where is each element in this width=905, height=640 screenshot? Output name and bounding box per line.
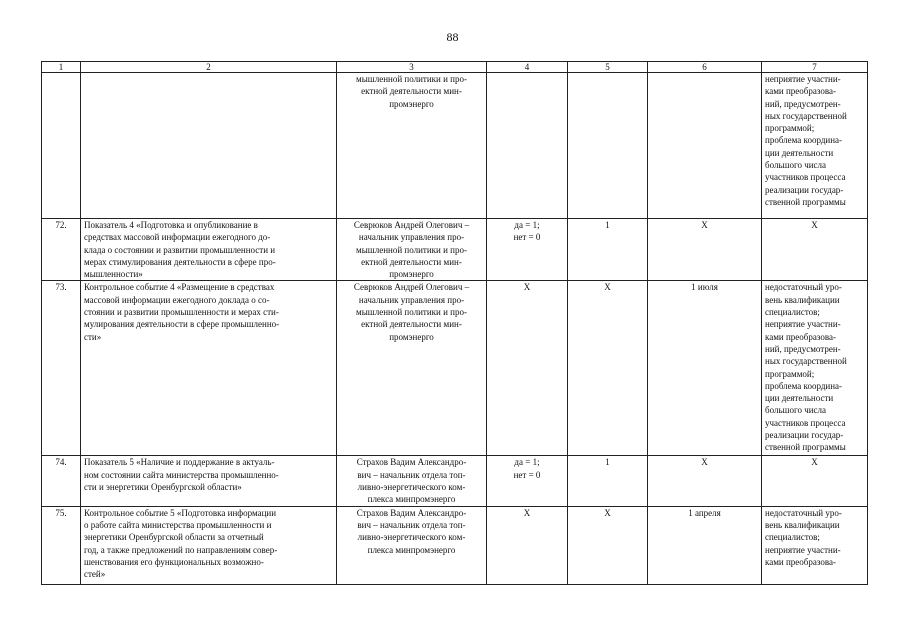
row-name-line: Контрольное событие 4 «Размещение в средствах (84, 282, 275, 293)
table-body (42, 73, 868, 585)
row-number: 72. (42, 219, 81, 281)
row-notes (762, 506, 868, 584)
row-notes-line: ции деятельности (765, 393, 834, 404)
row-notes-line: неприятие участни- (765, 74, 841, 84)
row-col6: 1 апреля (648, 506, 762, 584)
row-notes-line: X (811, 457, 818, 468)
table-row (42, 281, 868, 456)
row-name-line: стоянии и развитии промышленности и мерах сти- (84, 307, 279, 318)
row-responsible-line: промэнерго (389, 269, 434, 280)
column-header-3: 3 (337, 62, 487, 73)
row-notes-line: ных государственной (765, 110, 847, 121)
row-name (81, 73, 337, 219)
row-notes-line: проблема координа- (765, 135, 843, 146)
row-responsible-line: вич – начальник отдела топ- (357, 469, 466, 480)
table-row (42, 73, 868, 219)
row-responsible-line: Севрюков Андрей Олегович – (353, 220, 470, 230)
row-notes-line: ний, предусмотрен- (765, 98, 841, 109)
row-notes (762, 456, 868, 506)
row-indicator (487, 456, 568, 506)
row-name (81, 281, 337, 456)
row-name-line: год, а также предложений по направлениям совер- (84, 544, 278, 555)
row-name-line: Показатель 5 «Наличие и поддержание в актуаль- (84, 457, 275, 468)
column-header-7: 7 (762, 62, 868, 73)
row-notes-line: ных государственной (765, 356, 847, 367)
row-name-line: мерах стимулирования деятельности в сфере про- (84, 256, 276, 267)
row-responsible-line: вич – начальник отдела топ- (357, 519, 466, 530)
row-notes-line: ственной программы (765, 442, 846, 453)
row-responsible-line: Страхов Вадим Александро- (356, 507, 467, 518)
row-col6: X (648, 456, 762, 506)
row-name-line: о работе сайта министерства промышленности и (84, 519, 272, 530)
row-notes-line: ками преобразова- (765, 331, 837, 342)
row-responsible-line: плекса минпромэнерго (367, 494, 456, 505)
row-notes-line: проблема координа- (765, 380, 843, 391)
row-responsible (337, 281, 487, 456)
row-name (81, 456, 337, 506)
row-responsible-line: ектной деятельности мин- (361, 319, 462, 330)
row-responsible-line: ектной деятельности мин- (361, 86, 462, 97)
row-col5 (568, 73, 648, 219)
row-notes-line: неприятие участни- (765, 319, 841, 330)
row-notes-line: ками преобразова- (765, 556, 837, 567)
row-responsible-line: мышленной политики и про- (356, 307, 467, 318)
row-responsible-line: Севрюков Андрей Олегович – (353, 282, 470, 293)
row-name (81, 506, 337, 584)
row-notes-line: участников процесса (765, 417, 846, 428)
row-notes-line: вень квалификации (765, 294, 840, 305)
row-notes-line: программой; (765, 368, 815, 379)
column-header-2: 2 (81, 62, 337, 73)
row-indicator (487, 281, 568, 456)
row-col5: X (568, 281, 648, 456)
table-row (42, 506, 868, 584)
row-notes-line: большого числа (765, 405, 827, 416)
row-notes-line: программой; (765, 123, 815, 134)
row-name-line: энергетики Оренбургской области за отчетный (84, 532, 264, 543)
row-responsible-line: ектной деятельности мин- (361, 256, 462, 267)
row-responsible-line: ливно-энергетического ком- (357, 532, 466, 543)
row-notes-line: X (811, 220, 818, 230)
row-notes-line: большого числа (765, 160, 827, 171)
row-responsible-line: начальник управления про- (358, 294, 465, 305)
row-notes (762, 73, 868, 219)
row-col6 (648, 73, 762, 219)
row-notes-line: специалистов; (765, 532, 820, 543)
row-col5: 1 (568, 219, 648, 281)
row-col6: X (648, 219, 762, 281)
row-number: 74. (42, 456, 81, 506)
row-col5: X (568, 506, 648, 584)
row-responsible (337, 73, 487, 219)
row-notes-line: участников процесса (765, 172, 846, 183)
row-notes-line: недостаточный уро- (765, 507, 842, 518)
row-indicator-line: да = 1; (514, 220, 540, 230)
row-notes-line: ственной программы (765, 196, 846, 207)
row-notes-line: реализации государ- (765, 184, 844, 195)
row-notes-line: специалистов; (765, 307, 820, 318)
row-notes-line: ний, предусмотрен- (765, 343, 841, 354)
row-responsible-line: начальник управления про- (358, 232, 465, 243)
row-indicator-line: X (523, 282, 531, 293)
row-responsible-line: ливно-энергетического ком- (357, 482, 466, 493)
row-responsible-line: мышленной политики и про- (356, 244, 467, 255)
row-number (42, 73, 81, 219)
row-responsible (337, 506, 487, 584)
row-responsible-line: плекса минпромэнерго (367, 544, 456, 555)
row-name-line: стей» (84, 569, 106, 580)
row-notes-line: вень квалификации (765, 519, 840, 530)
column-header-5: 5 (568, 62, 648, 73)
row-number: 73. (42, 281, 81, 456)
row-col5: 1 (568, 456, 648, 506)
row-responsible-line: мышленной политики и про- (356, 74, 467, 84)
program-table (41, 61, 868, 585)
table-header-row (42, 62, 868, 73)
row-name-line: средствах массовой информации ежегодного до- (84, 232, 271, 243)
column-header-6: 6 (648, 62, 762, 73)
row-indicator (487, 506, 568, 584)
row-responsible-line: промэнерго (389, 331, 434, 342)
row-name-line: сти» (84, 331, 102, 342)
row-indicator-line: X (523, 507, 531, 518)
row-number: 75. (42, 506, 81, 584)
row-indicator (487, 73, 568, 219)
column-header-4: 4 (487, 62, 568, 73)
row-responsible-line: промэнерго (389, 98, 434, 109)
row-indicator (487, 219, 568, 281)
table-row (42, 219, 868, 281)
page-number: 88 (446, 30, 459, 44)
table-row (42, 456, 868, 506)
row-responsible (337, 219, 487, 281)
row-responsible-line: Страхов Вадим Александро- (356, 457, 467, 468)
row-notes (762, 219, 868, 281)
row-notes-line: ками преобразова- (765, 86, 837, 97)
row-notes-line: неприятие участни- (765, 544, 841, 555)
row-name-line: мышленности» (84, 269, 143, 280)
column-header-1: 1 (42, 62, 81, 73)
row-name-line: ном состоянии сайта министерства промышленно- (84, 469, 279, 480)
row-notes-line: недостаточный уро- (765, 282, 842, 293)
row-indicator-line: нет = 0 (513, 469, 541, 480)
row-name-line: сти и энергетики Оренбургской области» (84, 482, 242, 493)
row-name-line: мулирования деятельности в сфере промышленно- (84, 319, 280, 330)
row-name-line: массовой информации ежегодного доклада о со- (84, 294, 270, 305)
row-notes-line: реализации государ- (765, 430, 844, 441)
row-notes-line: ции деятельности (765, 147, 834, 158)
row-name-line: Контрольное событие 5 «Подготовка информации (84, 507, 277, 518)
row-indicator-line: да = 1; (514, 457, 540, 468)
row-indicator-line: нет = 0 (513, 232, 541, 243)
row-notes (762, 281, 868, 456)
row-responsible (337, 456, 487, 506)
row-col6: 1 июля (648, 281, 762, 456)
row-name-line: шенствования его функциональных возможно- (84, 556, 264, 567)
row-name-line: клада о состоянии и развитии промышленности и (84, 244, 276, 255)
row-name-line: Показатель 4 «Подготовка и опубликование в (84, 220, 258, 230)
row-name (81, 219, 337, 281)
